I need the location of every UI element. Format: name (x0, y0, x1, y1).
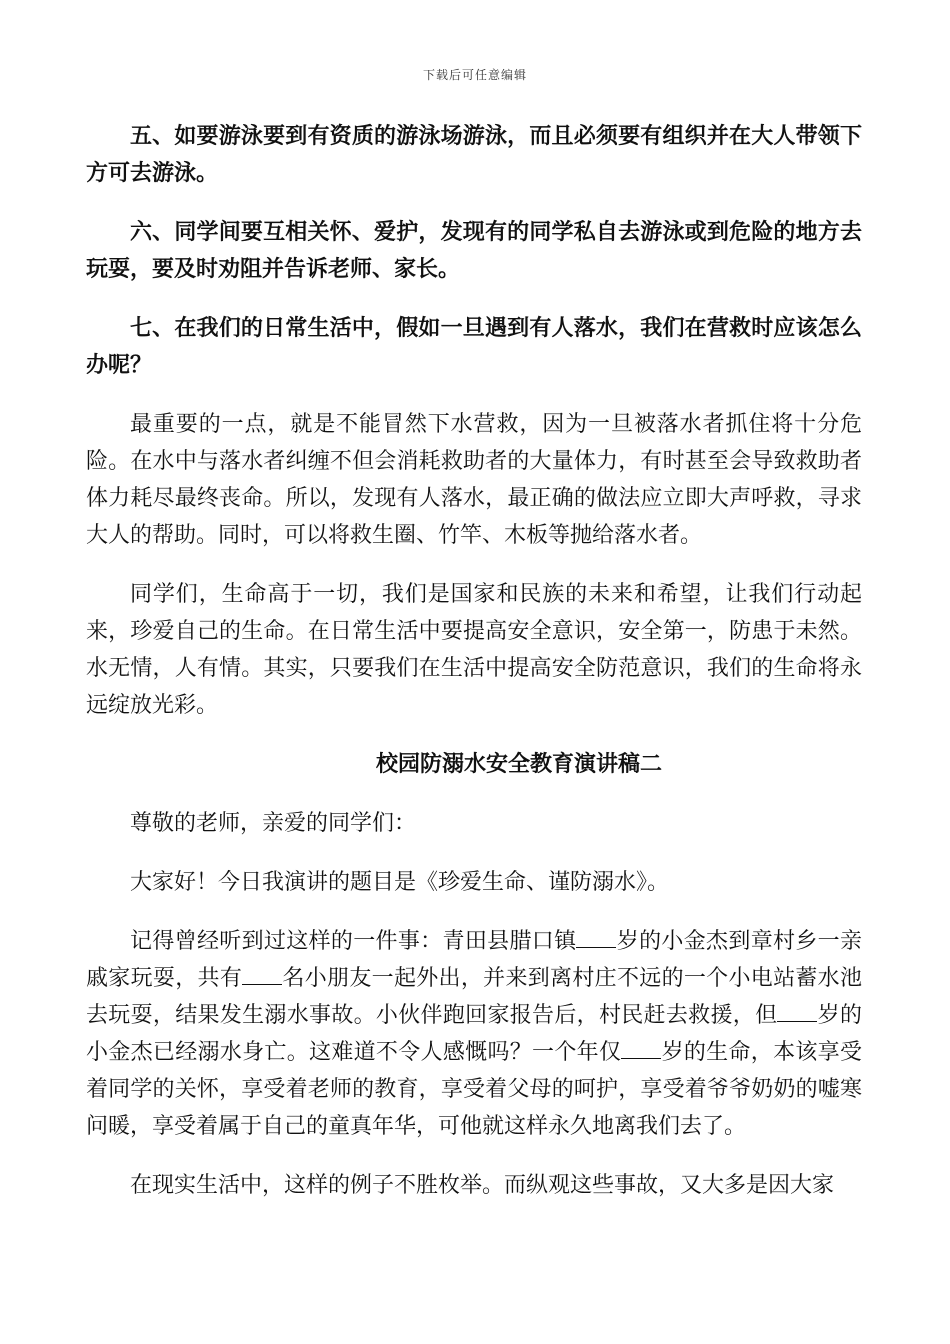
fill-blank (242, 964, 282, 985)
paragraph-greeting: 尊敬的老师，亲爱的同学们： (130, 811, 417, 836)
fill-blank (576, 927, 616, 948)
story-text-2: 岁的小金杰到章村乡一亲戚家玩耍，共有 (86, 929, 862, 991)
paragraph-rule-7: 七、在我们的日常生活中，假如一旦遇到有人落水，我们在营救时应该怎么办呢？ (86, 315, 862, 378)
paragraph-closing-appeal: 同学们，生命高于一切，我们是国家和民族的未来和希望，让我们行动起来，珍爱自己的生命。在日常生活中要提高安全意识，安全第一，防患于未然。水无情，人有情。其实，只要我们在生活中提高安全防范意识，我们的生命将永远绽放光彩。 (86, 582, 862, 718)
fill-blank (621, 1038, 661, 1059)
section-heading: 校园防溺水安全教育演讲稿二 (375, 751, 662, 777)
story-text-4: 岁的小金杰已经溺水身亡。这难道不令人感慨吗？一个年仅 (86, 1003, 862, 1065)
page-header: 下载后可任意编辑 (422, 68, 527, 82)
fill-blank (777, 1001, 817, 1022)
story-text-5: 岁的生命，本该享受着同学的关怀，享受着老师的教育，享受着父母的呵护，享受着爷爷奶奶的嘘寒问暖，享受着属于自己的童真年华，可他就这样永久地离我们去了。 (86, 1040, 862, 1139)
paragraph-rule-6: 六、同学间要互相关怀、爱护，发现有的同学私自去游泳或到危险的地方去玩耍，要及时劝阻并告诉老师、家长。 (86, 219, 862, 282)
document-body (86, 118, 862, 1226)
paragraph-opening: 大家好！今日我演讲的题目是《珍爱生命、谨防溺水》。 (130, 870, 670, 895)
paragraph-reality: 在现实生活中，这样的例子不胜枚举。而纵观这些事故，又大多是因大家 (130, 1173, 835, 1198)
story-text-1: 记得曾经听到过这样的一件事：青田县腊口镇 (130, 929, 577, 954)
paragraph-rule-5: 五、如要游泳要到有资质的游泳场游泳，而且必须要有组织并在大人带领下方可去游泳。 (86, 123, 862, 186)
story-text-3: 名小朋友一起外出，并来到离村庄不远的一个小电站蓄水池去玩耍，结果发生溺水事故。小伙伴跑回家报告后，村民赶去救援，但 (86, 966, 862, 1028)
paragraph-story (86, 923, 862, 1145)
paragraph-rescue-advice: 最重要的一点，就是不能冒然下水营救，因为一旦被落水者抓住将十分危险。在水中与落水者纠缠不但会消耗救助者的大量体力，有时甚至会导致救助者体力耗尽最终丧命。所以，发现有人落水，最正确的做法应立即大声呼救，寻求大人的帮助。同时，可以将救生圈、竹竿、木板等抛给落水者。 (86, 412, 862, 548)
